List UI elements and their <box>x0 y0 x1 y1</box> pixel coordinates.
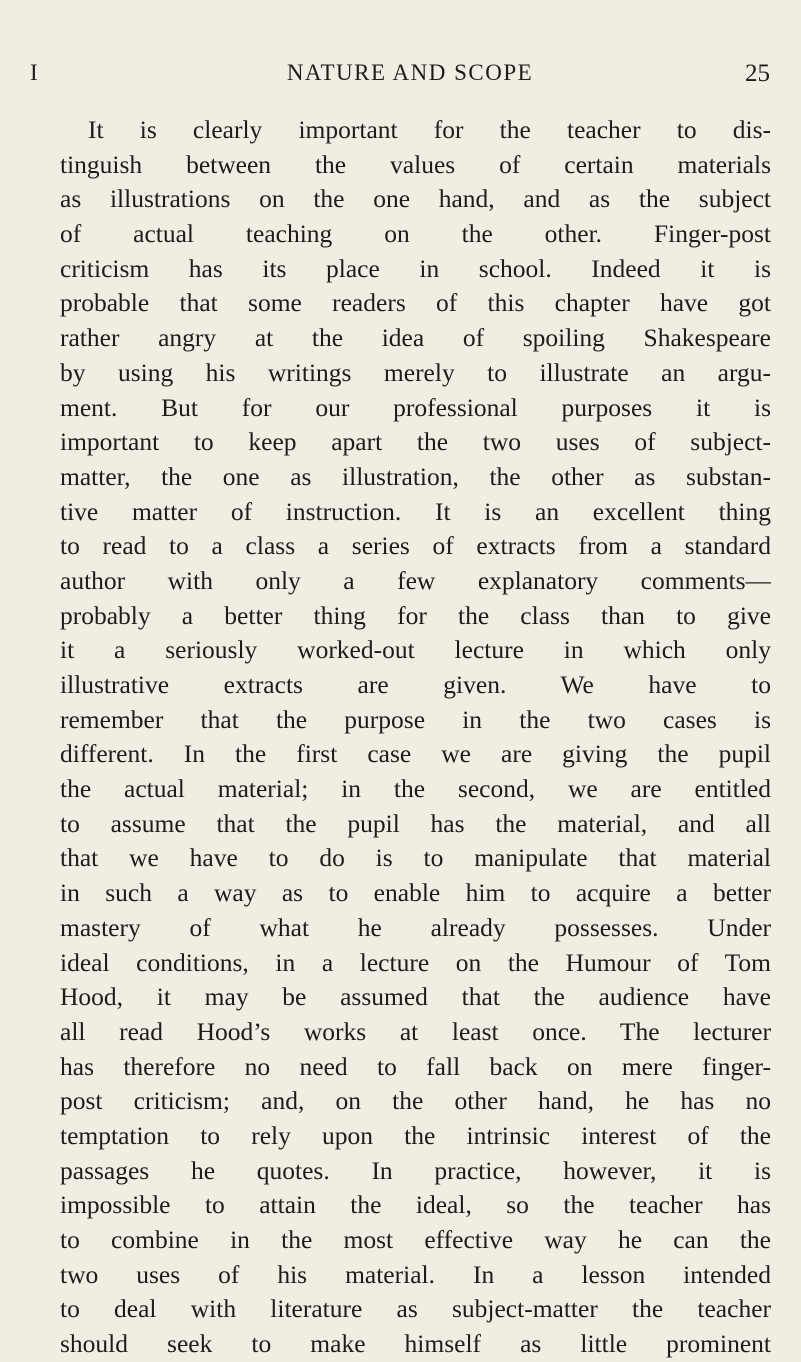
text-line: has therefore no need to fall back on mere finger- <box>60 1051 771 1081</box>
text-line: to deal with literature as subject-matter the teacher <box>60 1294 771 1324</box>
text-line: probably a better thing for the class than to give <box>60 600 771 630</box>
text-line: It is clearly important for the teacher to dis- <box>88 115 771 144</box>
text-line: criticism has its place in school. Indeed it is <box>60 253 771 283</box>
text-line: by using his writings merely to illustrate an argu- <box>60 357 771 387</box>
text-line: impossible to attain the ideal, so the teacher has <box>60 1190 771 1220</box>
text-line: the actual material; in the second, we are entitled <box>60 774 771 804</box>
page-number: 25 <box>745 60 770 87</box>
text-line: post criticism; and, on the other hand, he has no <box>60 1086 771 1116</box>
running-header <box>30 60 770 94</box>
text-line: ideal conditions, in a lecture on the Humour of Tom <box>60 947 771 977</box>
text-line: tive matter of instruction. It is an excellent thing <box>60 496 771 526</box>
text-line: illustrative extracts are given. We have to <box>60 670 771 699</box>
text-line: to read to a class a series of extracts from a standard <box>60 531 771 561</box>
text-line: all read Hood’s works at least once. The lecturer <box>60 1016 771 1046</box>
text-line: as illustrations on the one hand, and as the subject <box>60 184 771 214</box>
running-title: NATURE AND SCOPE <box>286 60 534 85</box>
text-line: matter, the one as illustration, the other as substan- <box>60 461 771 491</box>
text-line: should seek to make himself as little prominent <box>60 1329 771 1359</box>
text-line: probable that some readers of this chapter have got <box>60 288 771 318</box>
text-line: author with only a few explanatory comments— <box>60 565 771 595</box>
text-line: remember that the purpose in the two cases is <box>60 704 771 734</box>
text-line: to combine in the most effective way he can the <box>60 1225 771 1254</box>
text-line: two uses of his material. In a lesson intended <box>60 1259 771 1289</box>
text-line: to assume that the pupil has the material, and all <box>60 808 771 838</box>
text-line: passages he quotes. In practice, however, it is <box>60 1155 771 1185</box>
text-line: that we have to do is to manipulate that material <box>60 843 771 873</box>
text-line: temptation to rely upon the intrinsic interest of the <box>60 1120 771 1150</box>
text-line: in such a way as to enable him to acquire a better <box>60 878 771 908</box>
text-line: different. In the first case we are giving the pupil <box>60 739 771 769</box>
text-line: rather angry at the idea of spoiling Shakespeare <box>60 323 771 353</box>
text-line: mastery of what he already possesses. Under <box>60 912 771 942</box>
text-line: of actual teaching on the other. Finger-post <box>60 219 771 249</box>
text-line: Hood, it may be assumed that the audience have <box>60 982 771 1012</box>
text-line: it a seriously worked-out lecture in which only <box>60 635 771 665</box>
body-paragraph <box>60 113 771 1362</box>
text-line: ment. But for our professional purposes it is <box>60 392 771 422</box>
text-line: tinguish between the values of certain materials <box>60 149 771 179</box>
chapter-number: I <box>30 60 38 85</box>
text-line: important to keep apart the two uses of subject- <box>60 427 771 457</box>
